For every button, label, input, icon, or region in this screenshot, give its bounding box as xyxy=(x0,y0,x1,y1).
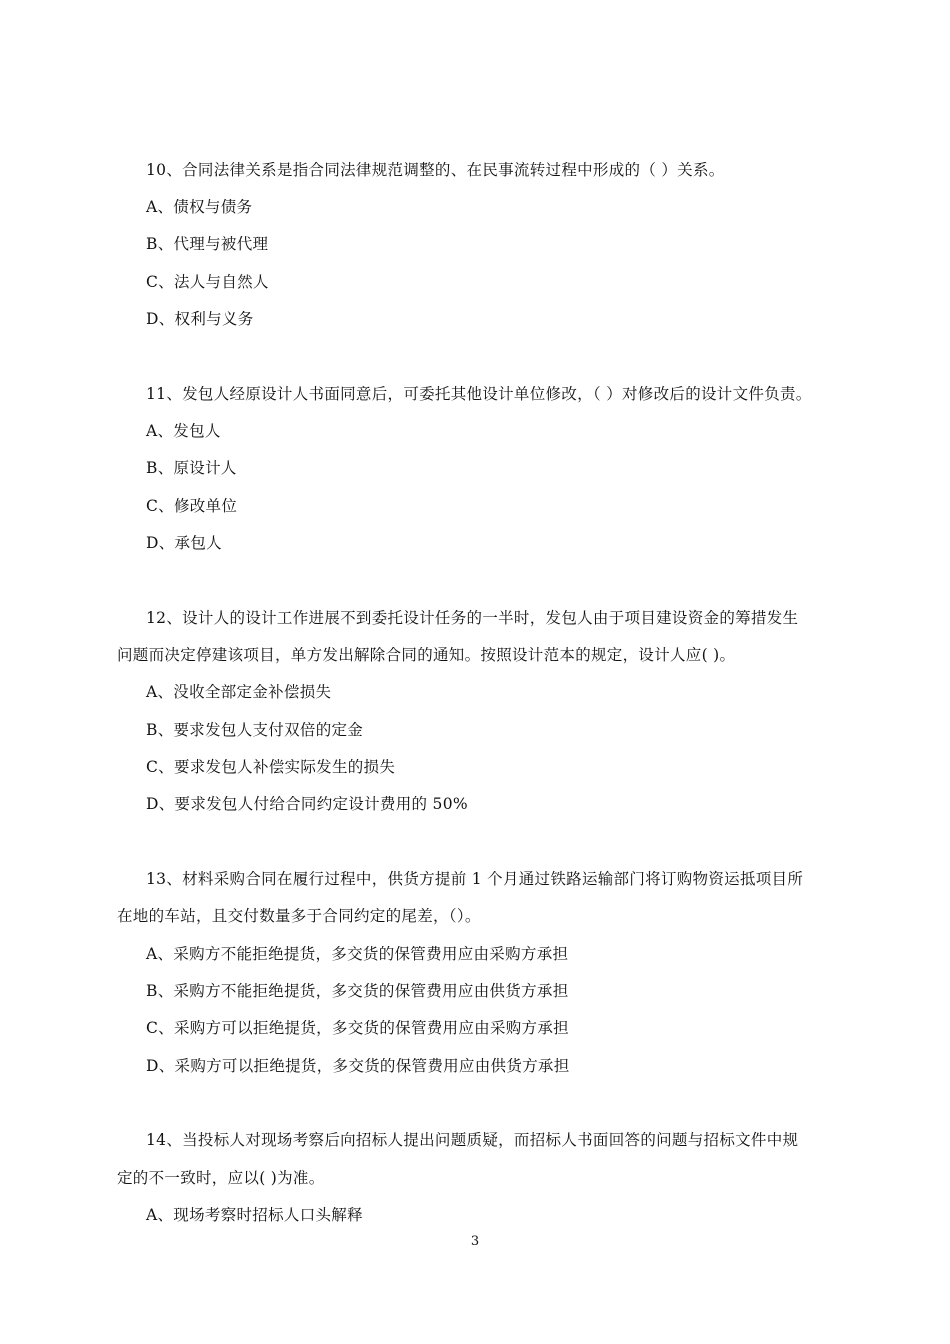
question-13-option-d: D、采购方可以拒绝提货，多交货的保管费用应由供货方承担 xyxy=(146,1057,570,1075)
question-10-option-c: C、法人与自然人 xyxy=(146,273,269,291)
question-12-stem-line-2: 问题而决定停建该项目，单方发出解除合同的通知。按照设计范本的规定，设计人应( )。 xyxy=(117,646,736,664)
question-14-option-a: A、现场考察时招标人口头解释 xyxy=(146,1206,363,1224)
question-14-stem-line-1: 14、当投标人对现场考察后向招标人提出问题质疑，而招标人书面回答的问题与招标文件中规 xyxy=(146,1131,799,1149)
question-11-option-a: A、发包人 xyxy=(146,422,221,440)
page-number: 3 xyxy=(470,1234,480,1249)
question-14-stem-line-2: 定的不一致时，应以( )为准。 xyxy=(117,1169,325,1187)
question-12-option-c: C、要求发包人补偿实际发生的损失 xyxy=(146,758,396,776)
question-12-option-b: B、要求发包人支付双倍的定金 xyxy=(146,721,364,739)
question-10-stem: 10、合同法律关系是指合同法律规范调整的、在民事流转过程中形成的（ ）关系。 xyxy=(146,161,725,179)
question-11-option-d: D、承包人 xyxy=(146,534,222,552)
question-13-option-c: C、采购方可以拒绝提货，多交货的保管费用应由采购方承担 xyxy=(146,1019,569,1037)
question-11-option-c: C、修改单位 xyxy=(146,497,238,515)
question-13-option-a: A、采购方不能拒绝提货，多交货的保管费用应由采购方承担 xyxy=(146,945,569,963)
question-12-option-d: D、要求发包人付给合同约定设计费用的 50% xyxy=(146,795,468,813)
question-10-option-d: D、权利与义务 xyxy=(146,310,254,328)
question-11-option-b: B、原设计人 xyxy=(146,459,237,477)
question-12-option-a: A、没收全部定金补偿损失 xyxy=(146,683,332,701)
question-12-stem-line-1: 12、设计人的设计工作进展不到委托设计任务的一半时，发包人由于项目建设资金的筹措发生 xyxy=(146,609,799,627)
question-13-stem-line-1: 13、材料采购合同在履行过程中，供货方提前 1 个月通过铁路运输部门将订购物资运抵项目所 xyxy=(146,870,804,888)
question-13-stem-line-2: 在地的车站，且交付数量多于合同约定的尾差，（）。 xyxy=(117,907,481,925)
question-13-option-b: B、采购方不能拒绝提货，多交货的保管费用应由供货方承担 xyxy=(146,982,569,1000)
question-10-option-b: B、代理与被代理 xyxy=(146,235,269,253)
question-11-stem: 11、发包人经原设计人书面同意后，可委托其他设计单位修改，（ ）对修改后的设计文件负责。 xyxy=(146,385,812,403)
question-10-option-a: A、债权与债务 xyxy=(146,198,253,216)
